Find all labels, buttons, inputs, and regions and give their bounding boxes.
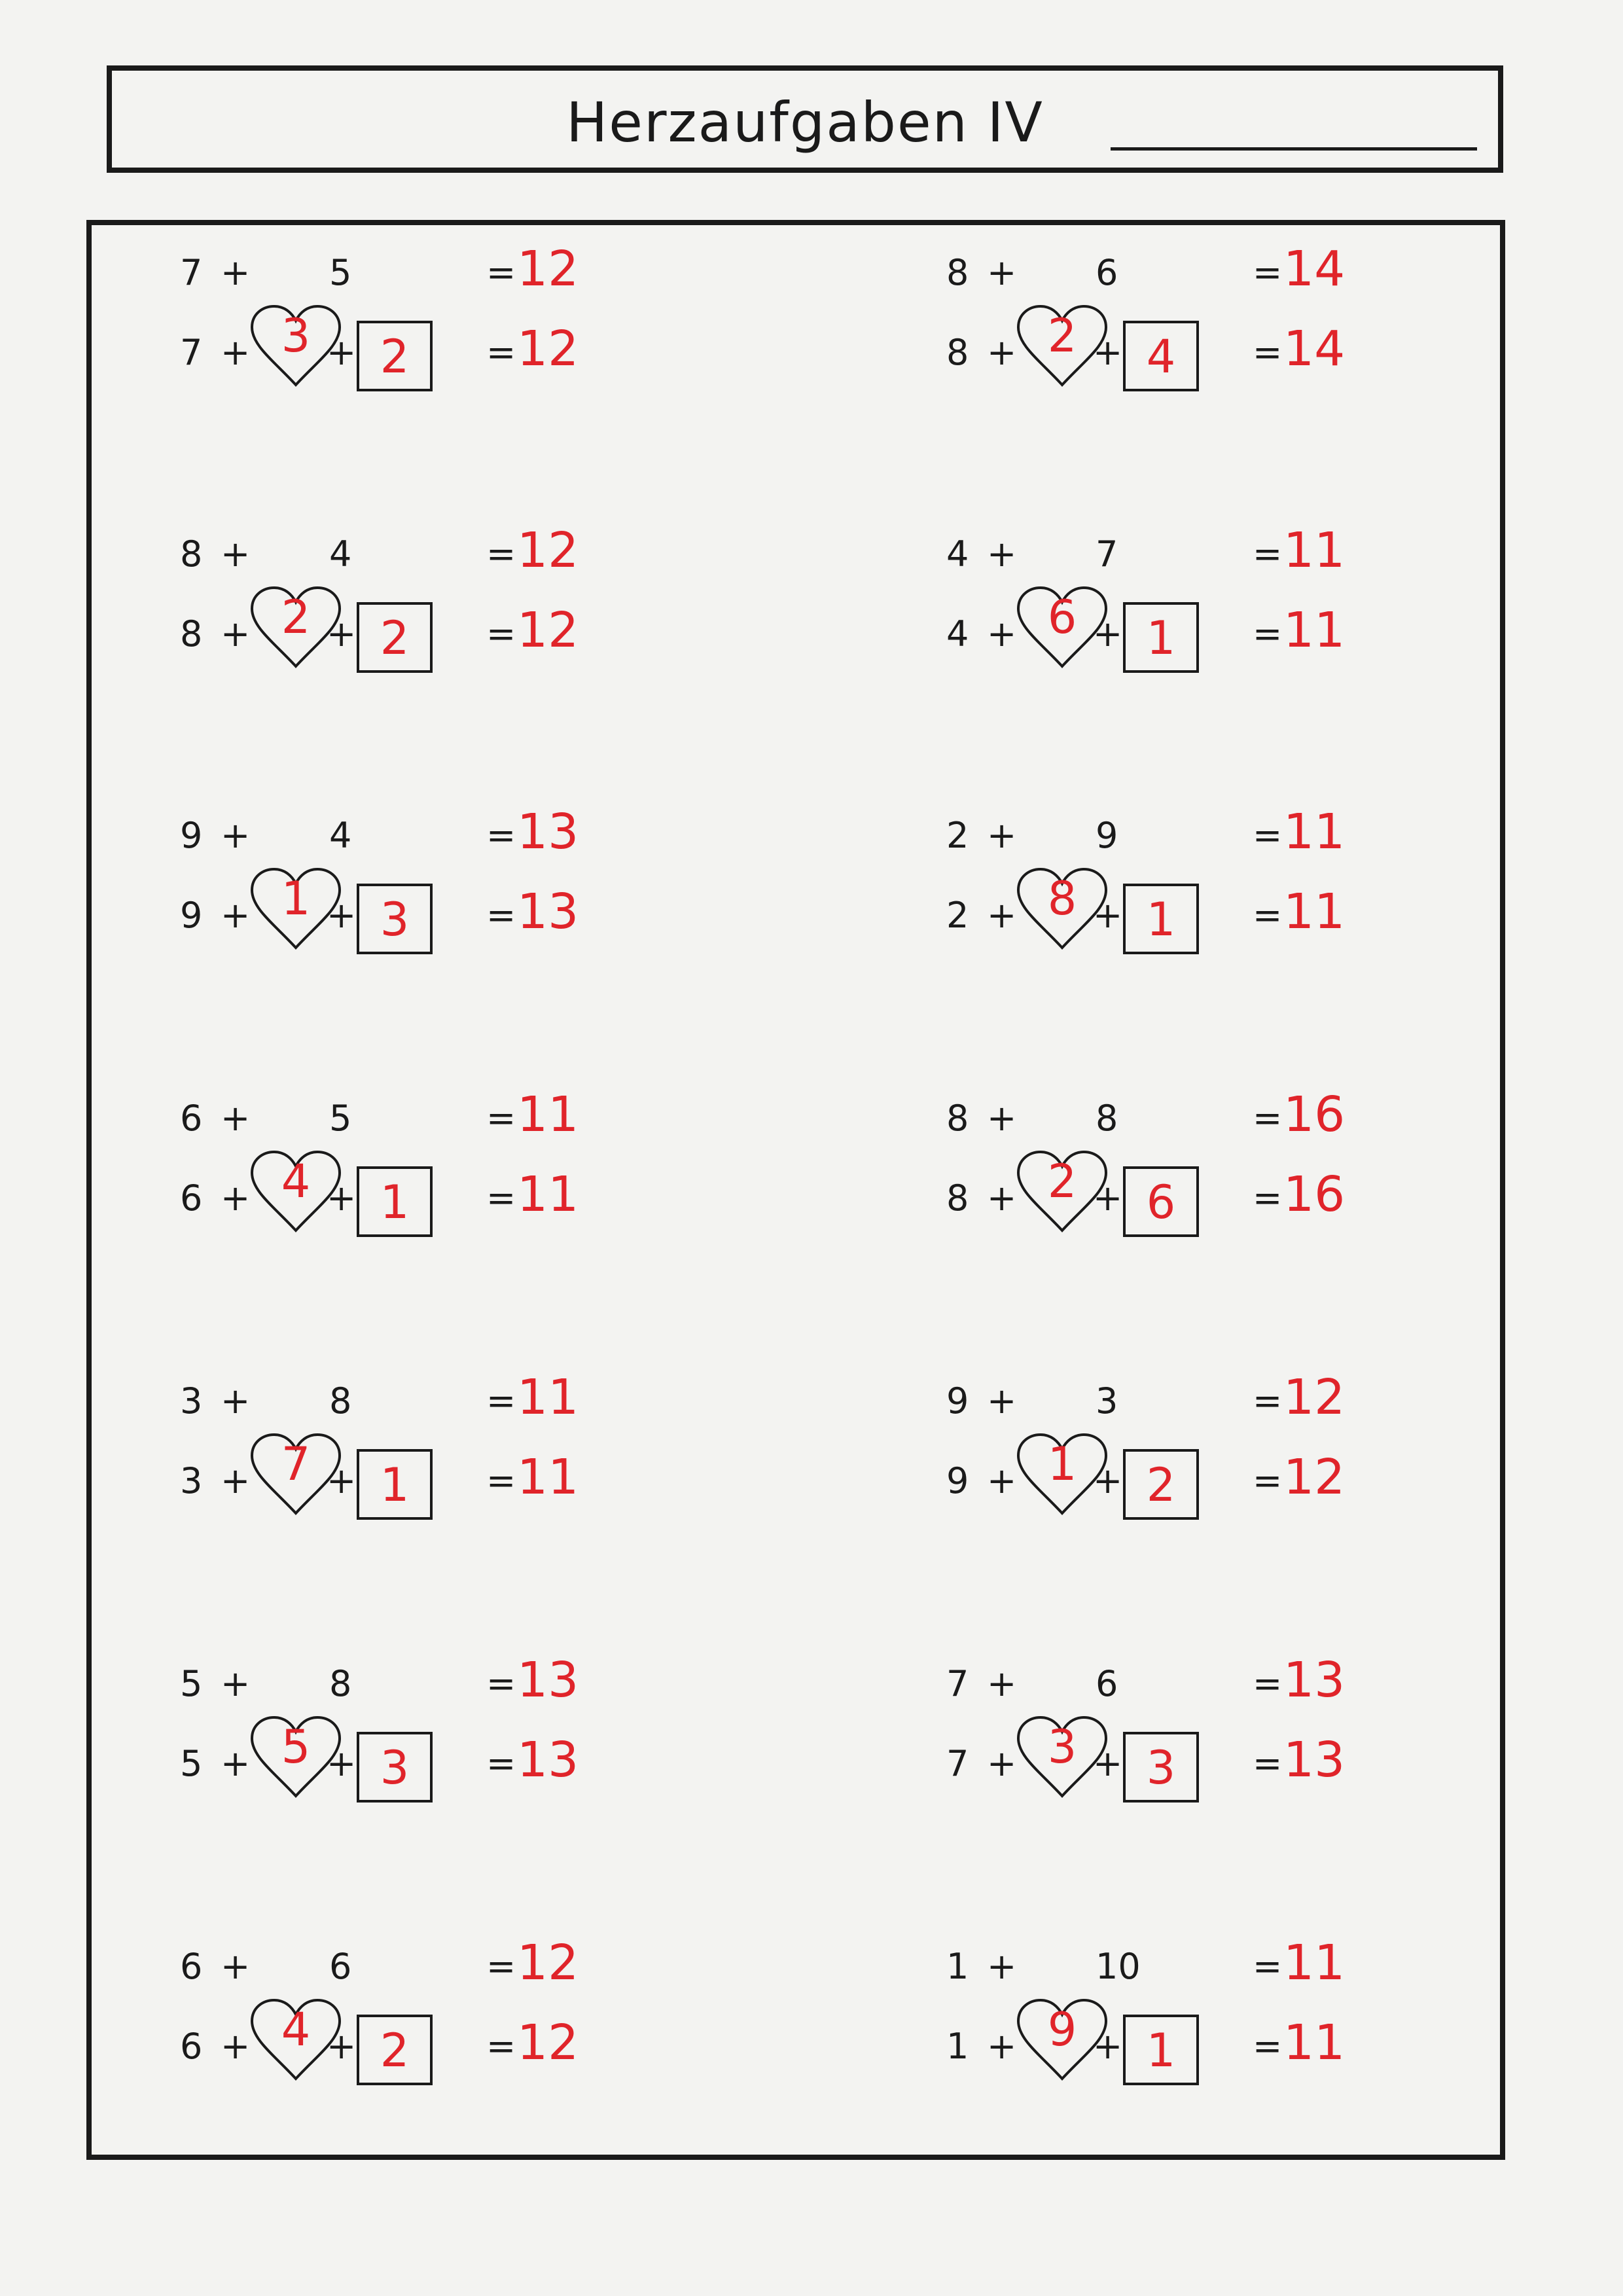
result-top: 11 [1283,1935,1346,1991]
answer-box [357,884,433,954]
addend-a: 8 [946,1098,969,1139]
plus-sign: + [987,1743,1017,1784]
result-bottom: 16 [1283,1166,1346,1223]
result-bottom: 13 [517,1732,579,1788]
result-top: 12 [517,1935,579,1991]
addend-b: 8 [329,1663,352,1704]
addend-a: 9 [180,815,203,856]
addend-b: 10 [1096,1946,1141,1987]
addend-a-repeat: 2 [946,895,969,936]
box-answer: 1 [1146,2024,1176,2077]
result-top: 12 [517,522,579,579]
answer-box [357,602,433,673]
plus-sign: + [327,332,357,373]
equals-sign: = [486,1946,516,1987]
box-answer: 2 [1146,1458,1176,1512]
equals-sign: = [486,815,516,856]
heart-answer: 6 [1047,590,1077,644]
answer-box [357,1449,433,1520]
plus-sign: + [1093,1177,1123,1219]
addend-b: 3 [1096,1380,1118,1422]
box-answer: 1 [380,1458,410,1512]
equals-sign: = [1253,1380,1283,1422]
task-7 [167,1086,651,1265]
addend-a: 6 [180,1098,203,1139]
addend-a-repeat: 8 [946,1177,969,1219]
plus-sign: + [221,1098,251,1139]
result-top: 16 [1283,1086,1346,1143]
addend-b: 9 [1096,815,1118,856]
answer-box [1123,602,1199,673]
equals-sign: = [486,1460,516,1501]
answer-box [357,1732,433,1803]
answer-box [1123,884,1199,954]
answer-box [1123,1166,1199,1237]
addend-a: 3 [180,1380,203,1422]
plus-sign: + [221,1743,251,1784]
equals-sign: = [1253,1663,1283,1704]
addend-b: 7 [1096,533,1118,575]
result-top: 14 [1283,241,1346,297]
task-1 [167,241,651,419]
equals-sign: = [1253,332,1283,373]
box-answer: 1 [380,1175,410,1229]
task-13 [167,1935,651,2113]
result-top: 11 [1283,804,1346,860]
plus-sign: + [221,1946,251,1987]
plus-sign: + [1093,1743,1123,1784]
title-box [107,65,1503,173]
page-title: Herzaufgaben IV [566,90,1044,154]
plus-sign: + [327,1177,357,1219]
heart-answer: 7 [281,1437,311,1491]
addend-a-repeat: 3 [180,1460,203,1501]
task-8 [933,1086,1418,1265]
plus-sign: + [987,2026,1017,2067]
plus-sign: + [1093,332,1123,373]
box-answer: 2 [380,611,410,665]
result-bottom: 11 [517,1449,579,1505]
addend-a-repeat: 8 [946,332,969,373]
result-bottom: 14 [1283,321,1346,377]
box-answer: 1 [1146,893,1176,946]
plus-sign: + [987,1098,1017,1139]
heart-answer: 2 [1047,1155,1077,1208]
plus-sign: + [327,1743,357,1784]
plus-sign: + [327,613,357,655]
plus-sign: + [1093,895,1123,936]
task-2 [933,241,1418,419]
result-bottom: 11 [1283,884,1346,940]
result-top: 13 [1283,1652,1346,1708]
box-answer: 3 [380,893,410,946]
heart-answer: 9 [1047,2003,1077,2056]
equals-sign: = [1253,1177,1283,1219]
addend-a: 8 [946,252,969,293]
addend-b: 8 [1096,1098,1118,1139]
plus-sign: + [987,1460,1017,1501]
addend-a: 6 [180,1946,203,1987]
addend-a: 8 [180,533,203,575]
plus-sign: + [221,1380,251,1422]
plus-sign: + [987,1380,1017,1422]
plus-sign: + [221,252,251,293]
answer-box [357,321,433,391]
plus-sign: + [221,815,251,856]
addend-a: 7 [946,1663,969,1704]
result-top: 13 [517,804,579,860]
addend-a-repeat: 6 [180,2026,203,2067]
plus-sign: + [221,533,251,575]
result-bottom: 11 [517,1166,579,1223]
equals-sign: = [486,1177,516,1219]
heart-answer: 2 [1047,309,1077,363]
plus-sign: + [987,1946,1017,1987]
addend-b: 8 [329,1380,352,1422]
result-top: 11 [517,1369,579,1426]
task-14 [933,1935,1418,2113]
plus-sign: + [1093,613,1123,655]
box-answer: 2 [380,330,410,384]
equals-sign: = [486,252,516,293]
plus-sign: + [221,1663,251,1704]
result-bottom: 12 [517,2015,579,2071]
equals-sign: = [1253,1946,1283,1987]
heart-answer: 3 [1047,1720,1077,1774]
equals-sign: = [1253,895,1283,936]
plus-sign: + [987,252,1017,293]
result-bottom: 12 [517,602,579,658]
equals-sign: = [486,1380,516,1422]
task-5 [167,804,651,982]
plus-sign: + [987,895,1017,936]
plus-sign: + [221,332,251,373]
equals-sign: = [486,895,516,936]
answer-box [1123,321,1199,391]
result-top: 12 [1283,1369,1346,1426]
heart-answer: 3 [281,309,311,363]
answer-box [357,2015,433,2085]
plus-sign: + [327,895,357,936]
equals-sign: = [1253,1460,1283,1501]
addend-b: 5 [329,1098,352,1139]
addend-b: 6 [1096,252,1118,293]
equals-sign: = [1253,252,1283,293]
equals-sign: = [1253,2026,1283,2067]
addend-a-repeat: 4 [946,613,969,655]
heart-answer: 5 [281,1720,311,1774]
addend-a-repeat: 9 [946,1460,969,1501]
result-top: 12 [517,241,579,297]
equals-sign: = [1253,613,1283,655]
plus-sign: + [987,332,1017,373]
equals-sign: = [486,1743,516,1784]
heart-answer: 2 [281,590,311,644]
equals-sign: = [1253,1743,1283,1784]
result-bottom: 11 [1283,602,1346,658]
name-line [1111,147,1477,151]
addend-a-repeat: 5 [180,1743,203,1784]
plus-sign: + [327,2026,357,2067]
addend-a-repeat: 7 [946,1743,969,1784]
plus-sign: + [987,613,1017,655]
heart-answer: 4 [281,1155,311,1208]
plus-sign: + [327,1460,357,1501]
task-6 [933,804,1418,982]
box-answer: 1 [1146,611,1176,665]
heart-answer: 4 [281,2003,311,2056]
result-bottom: 12 [1283,1449,1346,1505]
addend-a-repeat: 9 [180,895,203,936]
addend-a: 2 [946,815,969,856]
addend-a-repeat: 6 [180,1177,203,1219]
box-answer: 3 [1146,1741,1176,1795]
equals-sign: = [1253,533,1283,575]
equals-sign: = [1253,1098,1283,1139]
box-answer: 3 [380,1741,410,1795]
plus-sign: + [221,1460,251,1501]
plus-sign: + [987,1177,1017,1219]
plus-sign: + [987,815,1017,856]
equals-sign: = [486,1098,516,1139]
answer-box [1123,1449,1199,1520]
task-11 [167,1652,651,1830]
result-bottom: 11 [1283,2015,1346,2071]
addend-a: 4 [946,533,969,575]
box-answer: 2 [380,2024,410,2077]
addend-b: 6 [329,1946,352,1987]
addend-b: 4 [329,815,352,856]
task-4 [933,522,1418,700]
heart-answer: 1 [1047,1437,1077,1491]
equals-sign: = [486,533,516,575]
addend-a: 5 [180,1663,203,1704]
equals-sign: = [486,2026,516,2067]
plus-sign: + [987,533,1017,575]
addend-a-repeat: 7 [180,332,203,373]
result-top: 11 [1283,522,1346,579]
equals-sign: = [1253,815,1283,856]
addend-b: 6 [1096,1663,1118,1704]
result-top: 11 [517,1086,579,1143]
equals-sign: = [486,613,516,655]
box-answer: 6 [1146,1175,1176,1229]
plus-sign: + [221,2026,251,2067]
answer-box [1123,2015,1199,2085]
addend-a-repeat: 1 [946,2026,969,2067]
answer-box [357,1166,433,1237]
heart-answer: 8 [1047,872,1077,925]
addend-a-repeat: 8 [180,613,203,655]
result-bottom: 13 [517,884,579,940]
addend-b: 5 [329,252,352,293]
plus-sign: + [221,1177,251,1219]
equals-sign: = [486,332,516,373]
result-bottom: 12 [517,321,579,377]
answer-box [1123,1732,1199,1803]
addend-a: 7 [180,252,203,293]
task-3 [167,522,651,700]
result-bottom: 13 [1283,1732,1346,1788]
task-9 [167,1369,651,1547]
plus-sign: + [221,613,251,655]
equals-sign: = [486,1663,516,1704]
plus-sign: + [987,1663,1017,1704]
plus-sign: + [221,895,251,936]
addend-b: 4 [329,533,352,575]
plus-sign: + [1093,1460,1123,1501]
plus-sign: + [1093,2026,1123,2067]
task-12 [933,1652,1418,1830]
box-answer: 4 [1146,330,1176,384]
task-10 [933,1369,1418,1547]
addend-a: 1 [946,1946,969,1987]
result-top: 13 [517,1652,579,1708]
heart-answer: 1 [281,872,311,925]
addend-a: 9 [946,1380,969,1422]
